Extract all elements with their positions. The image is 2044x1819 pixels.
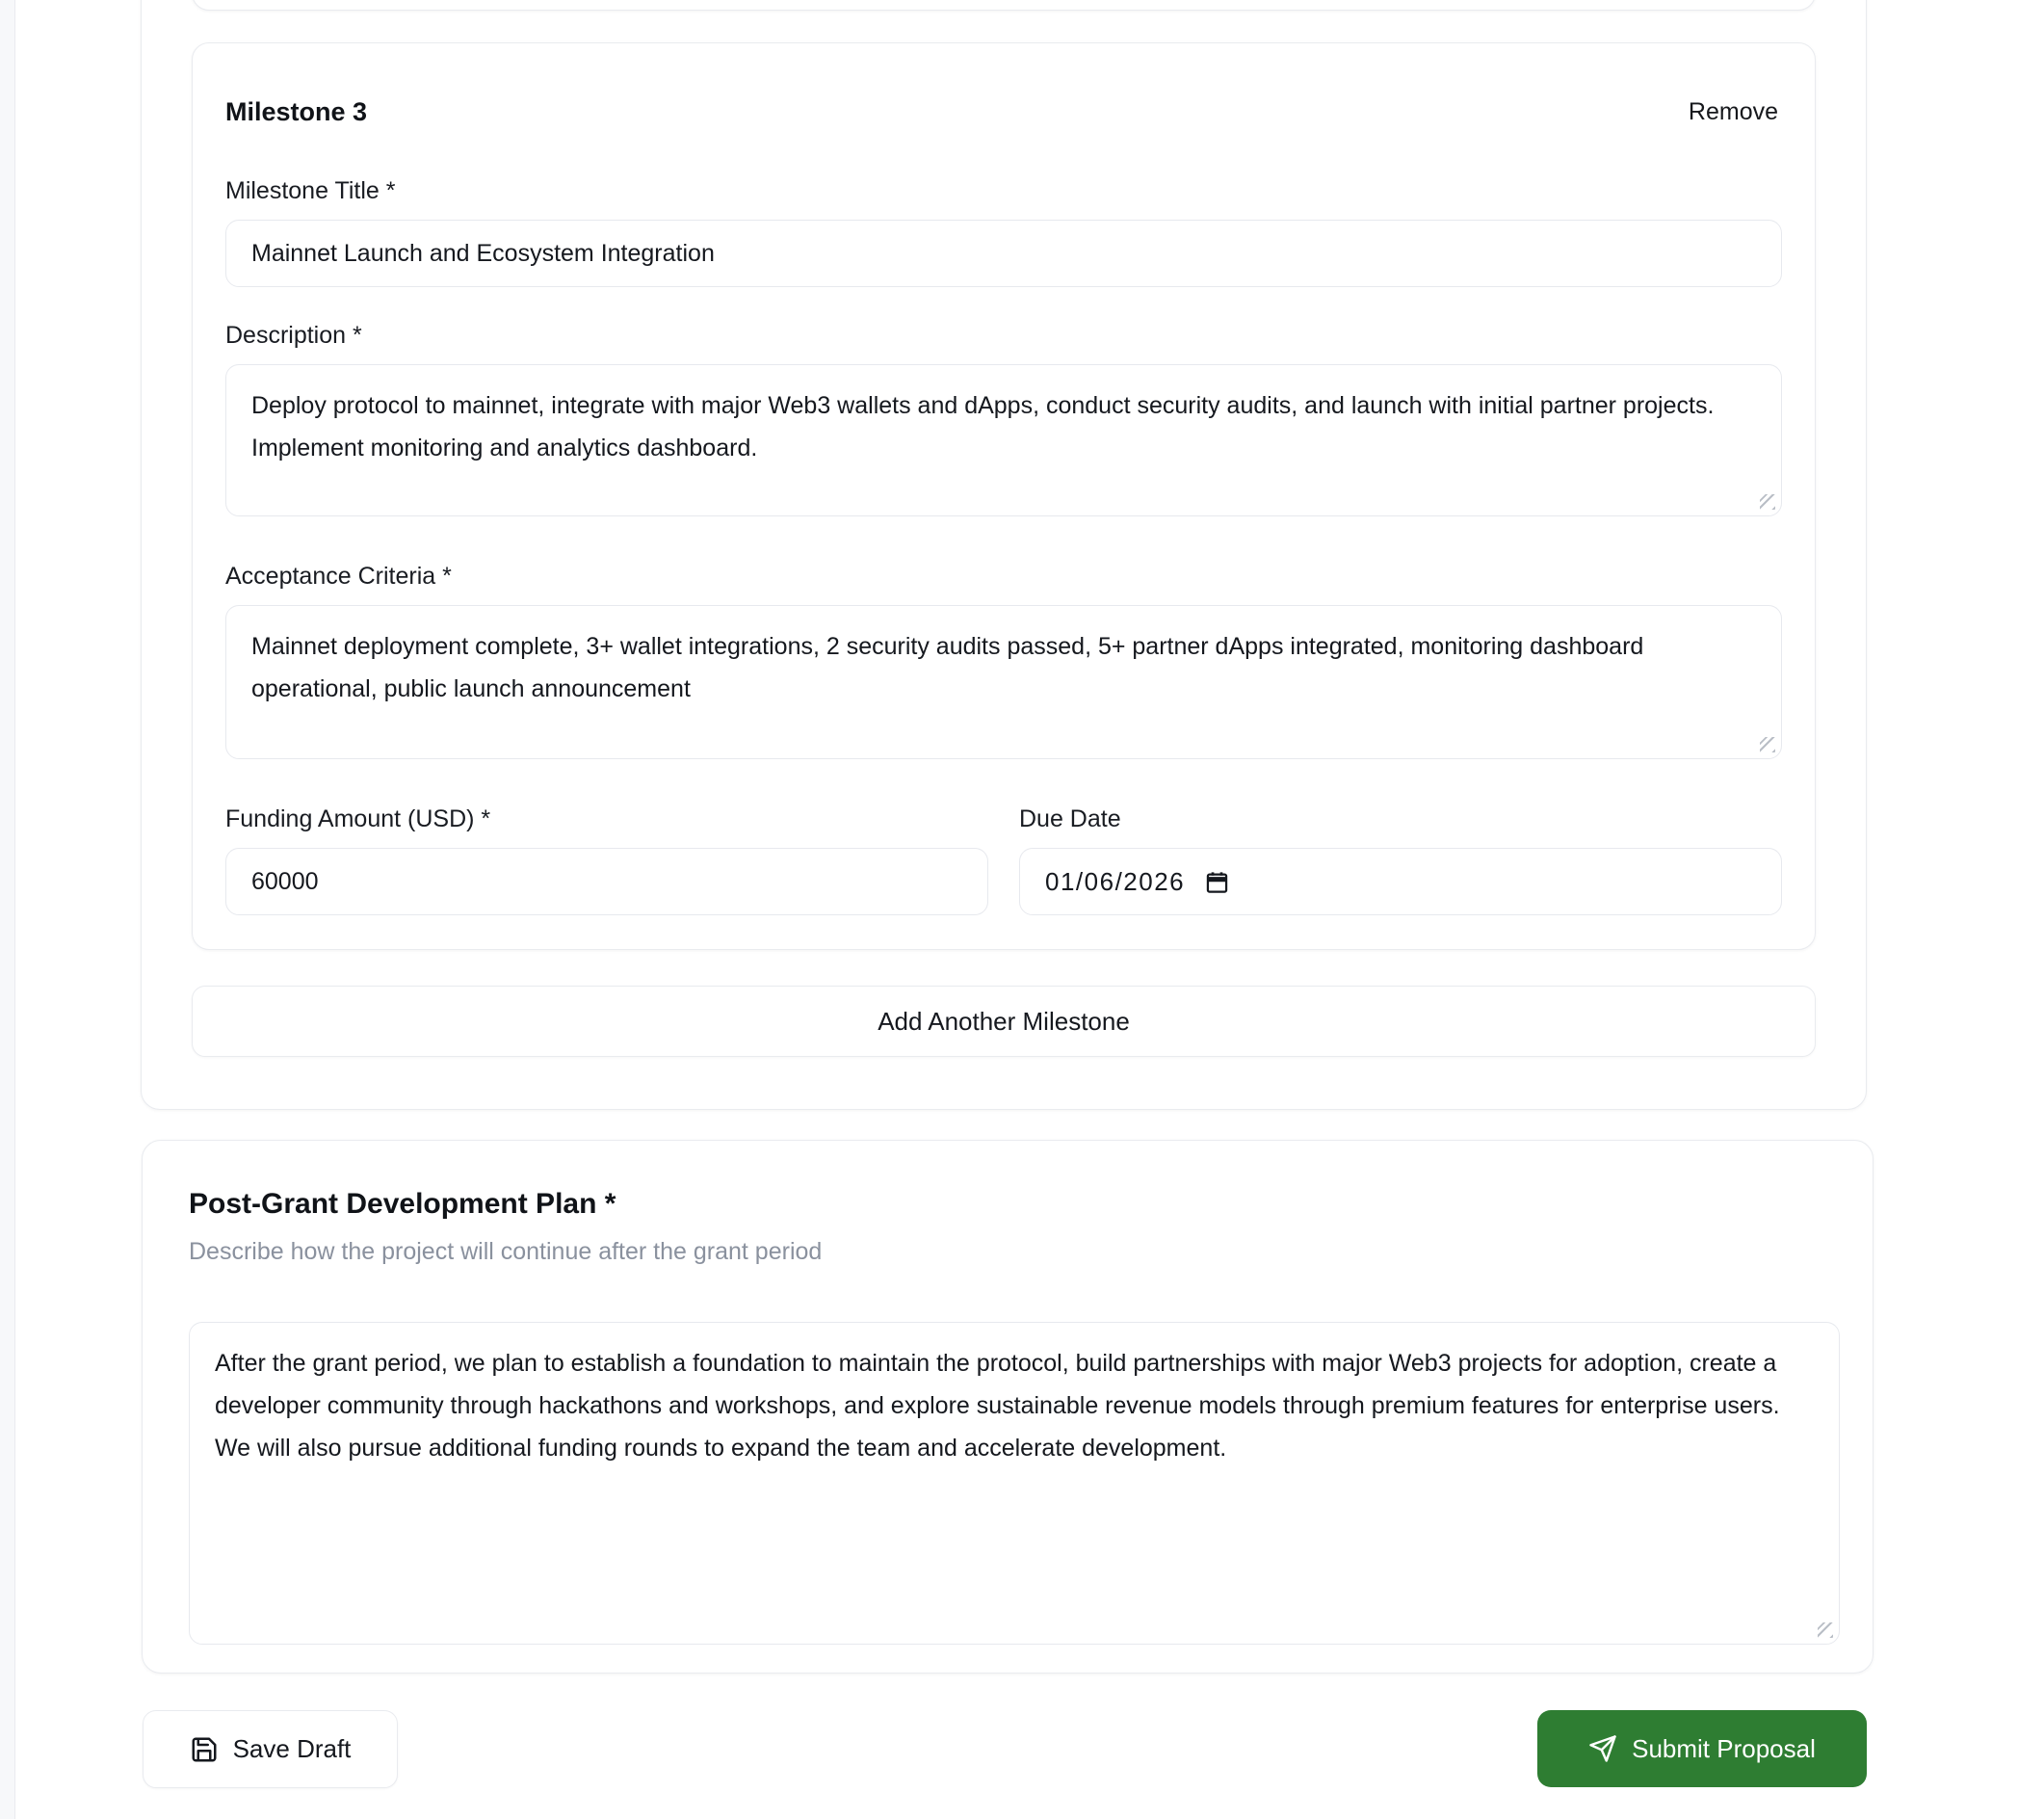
description-field xyxy=(225,364,1782,516)
calendar-icon[interactable] xyxy=(1204,869,1230,895)
funding-duedate-row xyxy=(225,805,1782,915)
milestone-title-label: Milestone Title * xyxy=(225,177,396,204)
resize-grip-icon[interactable] xyxy=(1760,737,1775,752)
post-grant-field xyxy=(189,1322,1840,1645)
resize-grip-icon[interactable] xyxy=(1818,1622,1833,1638)
send-icon xyxy=(1588,1734,1617,1763)
post-grant-subtitle: Describe how the project will continue after the grant period xyxy=(189,1238,823,1265)
acceptance-criteria-field xyxy=(225,605,1782,759)
due-date-value: 01/06/2026 xyxy=(1045,866,1186,896)
acceptance-criteria-textarea[interactable] xyxy=(225,605,1782,759)
save-draft-button[interactable] xyxy=(143,1710,398,1788)
milestone-card xyxy=(192,42,1816,950)
description-textarea[interactable] xyxy=(225,364,1782,516)
page-left-gutter xyxy=(0,0,15,1819)
post-grant-card xyxy=(142,1140,1874,1674)
due-date-label: Due Date xyxy=(1019,805,1121,832)
remove-milestone-button[interactable]: Remove xyxy=(1685,96,1782,128)
resize-grip-icon[interactable] xyxy=(1760,494,1775,510)
post-grant-title: Post-Grant Development Plan * xyxy=(189,1188,616,1220)
submit-proposal-button[interactable] xyxy=(1537,1710,1867,1787)
post-grant-textarea[interactable] xyxy=(189,1322,1840,1645)
milestone-card-title: Milestone 3 xyxy=(225,96,368,126)
save-draft-label: Save Draft xyxy=(232,1734,352,1763)
save-icon xyxy=(190,1735,219,1764)
milestone-title-input[interactable] xyxy=(225,220,1782,287)
milestones-section xyxy=(141,0,1867,1110)
due-date-field xyxy=(1019,805,1782,915)
funding-amount-input[interactable] xyxy=(225,848,988,915)
acceptance-criteria-label: Acceptance Criteria * xyxy=(225,563,452,590)
add-another-milestone-button[interactable]: Add Another Milestone xyxy=(192,986,1816,1057)
milestone-card-header xyxy=(225,96,1782,127)
previous-milestone-card-edge xyxy=(192,0,1816,11)
funding-amount-field xyxy=(225,805,988,915)
submit-proposal-label: Submit Proposal xyxy=(1632,1733,1816,1763)
due-date-input[interactable] xyxy=(1019,848,1782,915)
description-label: Description * xyxy=(225,322,362,349)
funding-amount-label: Funding Amount (USD) * xyxy=(225,805,491,832)
